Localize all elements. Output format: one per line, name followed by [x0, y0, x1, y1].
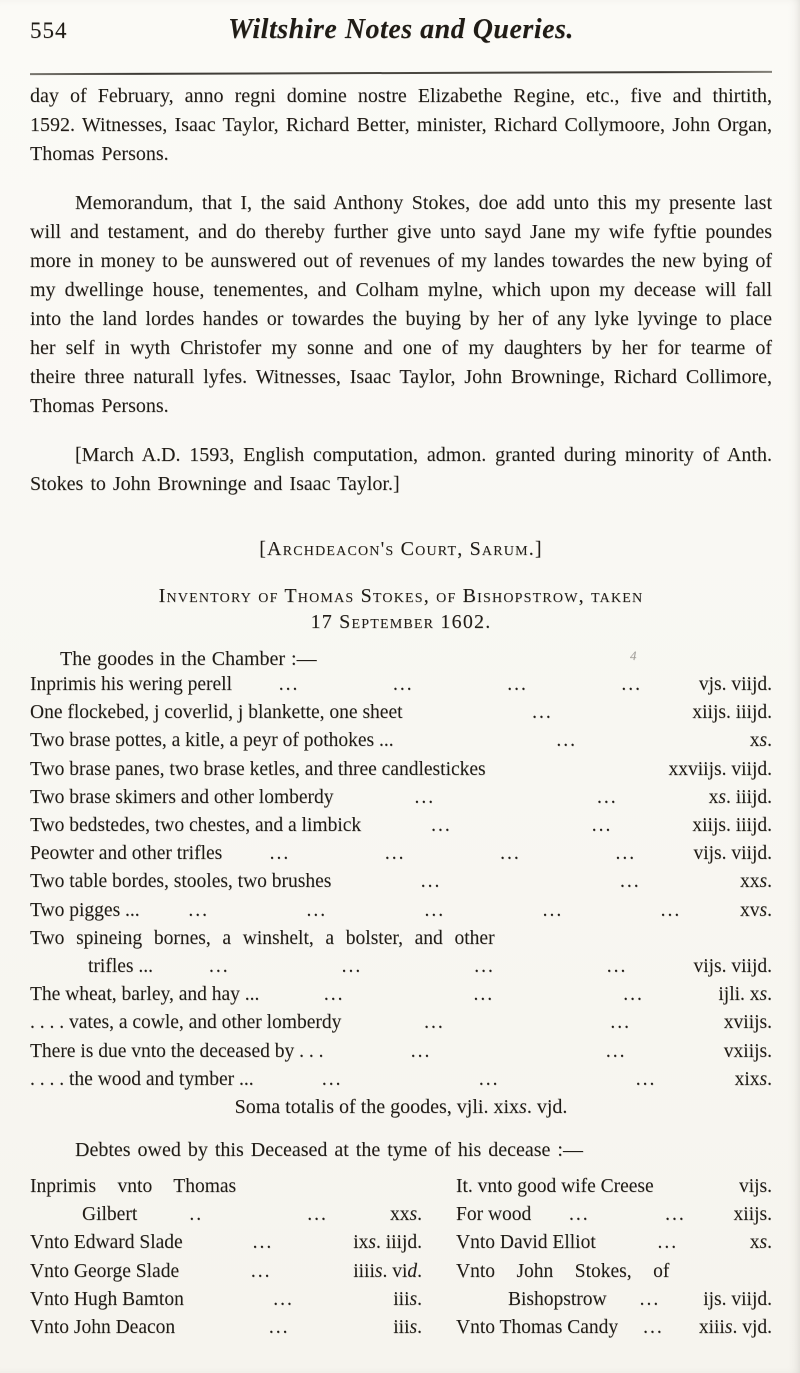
dot-leader-group: ... — [473, 984, 495, 1006]
dot-leader-group: ... — [384, 843, 406, 865]
debt-entry-text: For wood — [456, 1204, 532, 1226]
debt-entry-amount: xiijs. — [733, 1204, 772, 1226]
inventory-item-amount: xxviijs. viijd. — [668, 758, 772, 780]
inventory-item-text: Inprimis his wering perell — [30, 674, 232, 695]
debt-entry-amount: iiis. — [393, 1288, 422, 1310]
inventory-item-text: Two bedstedes, two chestes, and a limbick — [30, 815, 362, 837]
inventory-item-amount: vxiijs. — [723, 1040, 772, 1062]
debt-entry-text: It. vnto good wife Creese — [456, 1176, 654, 1198]
debt-entry — [30, 1258, 422, 1286]
dot-leaders — [140, 897, 730, 925]
dot-leaders — [323, 1038, 713, 1066]
debt-entry-text2: Bishopstrow — [508, 1288, 607, 1310]
debt-entry-text: Vnto George Slade — [30, 1260, 180, 1282]
dot-leader-group: ... — [268, 1317, 290, 1339]
inventory-item-text: . . . . vates, a cowle, and other lomberdy — [30, 1012, 342, 1034]
dot-leaders — [403, 699, 683, 727]
debt-entry-text: Vnto Hugh Bamton — [30, 1288, 184, 1310]
inventory-item — [30, 756, 772, 784]
dot-leader-group: ... — [605, 1040, 627, 1062]
print-artifact: 4 — [630, 648, 637, 663]
journal-title: Wiltshire Notes and Queries. — [228, 14, 574, 45]
dot-leader-group: ... — [639, 1288, 661, 1310]
debt-entry — [456, 1173, 772, 1201]
dot-leaders — [175, 1314, 383, 1342]
inventory-item-amount: vjs. viijd. — [698, 674, 772, 695]
dot-leader-group: ... — [414, 786, 436, 808]
dot-leader-group: ... — [323, 984, 345, 1006]
dot-leaders — [341, 1009, 713, 1037]
dot-leader-group: .. — [189, 1204, 204, 1226]
dot-leader-group: ... — [273, 1288, 294, 1310]
inventory-item-amount: xvs. — [740, 899, 772, 921]
dot-leaders — [183, 1229, 343, 1257]
dot-leader-group: ... — [591, 815, 613, 837]
debt-entry-text: Vnto John Deacon — [30, 1317, 176, 1339]
inventory-item-amount: xixs. — [734, 1068, 772, 1090]
dot-leader-group: ... — [188, 899, 210, 921]
dot-leader-group: ... — [542, 899, 564, 921]
dot-leader-group: ... — [621, 674, 643, 695]
inventory-total-prefix: Soma totalis of the goodes, — [234, 1096, 452, 1119]
dot-leaders — [259, 981, 708, 1009]
debt-entry-amount: iiiis. vid. — [353, 1260, 422, 1282]
debt-entry-amount: xiiis. vjd. — [698, 1317, 772, 1339]
dot-leader-group: ... — [500, 843, 521, 865]
dot-leader-group: ... — [623, 984, 644, 1006]
inventory-item-line1 — [30, 925, 772, 953]
debt-entry-amount: ijs. viijd. — [703, 1288, 772, 1310]
dot-leader-group: ... — [532, 702, 553, 724]
dot-leaders — [153, 953, 683, 981]
dot-leaders — [531, 1201, 723, 1229]
inventory-item-text: Two table bordes, stooles, two brushes — [30, 871, 332, 893]
inventory-item — [30, 699, 772, 727]
inventory-item-text: There is due vnto the deceased by . . . — [30, 1040, 324, 1062]
dot-leader-group: ... — [660, 899, 682, 921]
inventory-item-amount: xiijs. iiijd. — [692, 702, 772, 724]
inventory-item-amount: xs. iiijd. — [708, 786, 772, 808]
inventory-item — [30, 784, 772, 812]
inventory-total-amount: vjli. xixs. vjd. — [456, 1096, 568, 1119]
dot-leader-group: ... — [615, 843, 637, 865]
debt-entry-text: Vnto Edward Slade — [30, 1232, 183, 1254]
dot-leader-group: ... — [341, 956, 363, 978]
dot-leader-group: ... — [306, 899, 328, 921]
debt-entry — [456, 1286, 772, 1314]
inventory-item — [30, 897, 772, 925]
inventory-item-amount: xviijs. — [723, 1012, 772, 1034]
dot-leader-group: ... — [392, 674, 414, 695]
debt-entry — [30, 1286, 422, 1314]
dot-leader-group: ... — [269, 843, 291, 865]
dot-leaders — [254, 1066, 725, 1094]
inventory-item — [30, 1066, 772, 1094]
dot-leaders — [607, 1286, 694, 1314]
dot-leaders — [596, 1229, 740, 1257]
inventory-item — [30, 812, 772, 840]
debt-entry — [456, 1201, 772, 1229]
inventory-item-amount: xs. — [749, 730, 772, 752]
heading-inventory-title: Inventory of Thomas Stokes, of Bishopstrow, taken — [158, 585, 644, 607]
inventory-item — [30, 671, 772, 699]
inventory-item-amount: xiijs. iiijd. — [692, 815, 772, 837]
dot-leader-group: ... — [643, 1317, 664, 1339]
inventory-item-text: Two pigges ... — [30, 899, 140, 921]
debt-entry-text: Vnto John Stokes, of — [456, 1260, 670, 1282]
inventory-item — [30, 840, 772, 868]
inventory-item-text: Peowter and other trifles — [30, 843, 223, 865]
inventory-item-text: Two brase panes, two brase ketles, and three candlestickes — [30, 758, 486, 780]
paragraph-memorandum: Memorandum, that I, the said Anthony Stokes, doe add unto this my presente last will and testament, and do thereby further give unto sayd Jane my wife fyftie poundes more in money to be aunswered out of revenues of my landes towardes the new bying of my dwellinge house, tenementes, and Colham mylne, which upon my decease will fall into the land lordes handes or towardes the buying by her of any lyke lyvinge to place her self in wyth Christofer my sonne and one of my daughters by her for tearme of theire three naturall lyfes. Witnesses, Isaac Taylor, John Browninge, Richard Collimore, Thomas Persons. — [30, 192, 772, 417]
inventory-total — [30, 1096, 772, 1119]
dot-leader-group: ... — [424, 1012, 445, 1034]
dot-leader-group: ... — [569, 1204, 590, 1226]
dot-leader-group: ... — [474, 956, 495, 978]
debt-entry-text: Vnto David Elliot — [456, 1232, 596, 1254]
dot-leaders — [222, 840, 683, 868]
heading-inventory-date: 17 September 1602. — [310, 611, 492, 633]
inventory-item-text: Two brase skimers and other lomberdy — [30, 786, 334, 808]
debt-entry — [456, 1314, 772, 1342]
dot-leaders — [331, 868, 730, 896]
debt-entry-amount: xxs. — [390, 1204, 422, 1226]
inventory-intro: The goodes in the Chamber :— — [60, 648, 317, 670]
dot-leader-group: ... — [321, 1068, 343, 1090]
inventory-item-text: The wheat, barley, and hay ... — [30, 984, 260, 1006]
debt-entry-amount: vijs. — [738, 1176, 772, 1198]
debt-entry — [30, 1314, 422, 1342]
debt-entry — [456, 1229, 772, 1257]
dot-leaders — [179, 1258, 343, 1286]
dot-leader-group: ... — [665, 1204, 686, 1226]
debts-column-right — [456, 1173, 772, 1342]
dot-leader-group: ... — [597, 786, 618, 808]
inventory-item — [30, 1038, 772, 1066]
header-rule — [30, 71, 772, 75]
debt-entry-line1 — [456, 1258, 772, 1286]
debts-column-gap — [422, 1173, 456, 1342]
page-number: 554 — [30, 18, 68, 43]
paragraph-continuation: day of February, anno regni domine nostre Elizabethe Regine, etc., five and thirtith, 1592. Witnesses, Isaac Taylor, Richard Better, minister, Richard Collymoore, John Organ, Thomas Persons. — [30, 85, 772, 165]
inventory-item — [30, 981, 772, 1009]
dot-leader-group: ... — [431, 815, 452, 837]
dot-leaders — [334, 784, 699, 812]
dot-leader-group: ... — [635, 1068, 657, 1090]
dot-leader-group: ... — [278, 674, 300, 695]
dot-leader-group: ... — [420, 871, 442, 893]
inventory-item — [30, 1009, 772, 1037]
inventory-item-text: One flockebed, j coverlid, j blankette, one sheet — [30, 702, 403, 724]
debt-entry-text2: Gilbert — [82, 1204, 138, 1226]
dot-leaders — [618, 1314, 689, 1342]
inventory-item-text: . . . . the wood and tymber ... — [30, 1068, 254, 1090]
debts-section — [30, 1173, 772, 1342]
dot-leader-group: ... — [424, 899, 446, 921]
dot-leader-group: ... — [208, 956, 230, 978]
debt-entry — [30, 1201, 422, 1229]
dot-leader-group: ... — [620, 871, 641, 893]
dot-leader-group: ... — [250, 1260, 272, 1282]
inventory-item-amount: xxs. — [740, 871, 772, 893]
debt-entry-amount: xs. — [749, 1232, 772, 1254]
dot-leaders — [361, 812, 682, 840]
paragraph-probate-note: [March A.D. 1593, English computation, admon. granted during minority of Anth. Stokes to John Browninge and Isaac Taylor.] — [30, 444, 772, 495]
debts-column-left — [30, 1173, 422, 1342]
dot-leader-group: ... — [606, 956, 628, 978]
debt-entry-amount: iiis. — [393, 1317, 422, 1339]
inventory-item-amount: vijs. viijd. — [693, 843, 772, 865]
page-header — [30, 14, 772, 54]
dot-leader-group: ... — [507, 674, 528, 695]
debt-entry — [30, 1229, 422, 1257]
debt-entry-text: Vnto Thomas Candy — [456, 1317, 619, 1339]
debts-heading: Debtes owed by this Deceased at the tyme of his decease :— — [75, 1139, 583, 1162]
dot-leaders — [184, 1286, 383, 1314]
inventory-item-text: Two spineing bornes, a winshelt, a bolster, and other — [30, 927, 495, 949]
inventory-item — [30, 727, 772, 755]
dot-leaders — [232, 671, 689, 699]
debt-entry-amount: ixs. iiijd. — [353, 1232, 422, 1254]
dot-leader-group: ... — [610, 1012, 631, 1034]
inventory-item-text: Two brase pottes, a kitle, a peyr of pothokes ... — [30, 730, 394, 752]
dot-leader-group: ... — [252, 1232, 274, 1254]
heading-court: [Archdeacon's Court, Sarum.] — [259, 538, 543, 560]
dot-leaders — [394, 727, 740, 755]
debt-entry-text: Inprimis vnto Thomas — [30, 1176, 237, 1198]
dot-leader-group: ... — [556, 730, 578, 752]
dot-leader-group: ... — [478, 1068, 500, 1090]
inventory-list — [30, 671, 772, 1094]
dot-leaders — [137, 1201, 380, 1229]
inventory-item-amount: ijli. xs. — [718, 984, 772, 1006]
inventory-item — [30, 953, 772, 981]
dot-leader-group: ... — [410, 1040, 432, 1062]
debt-entry-line1 — [30, 1173, 422, 1201]
inventory-item — [30, 868, 772, 896]
dot-leader-group: ... — [307, 1204, 328, 1226]
inventory-item-amount: vijs. viijd. — [693, 956, 772, 978]
inventory-item-text2: trifles ... — [88, 956, 153, 978]
dot-leader-group: ... — [657, 1232, 679, 1254]
